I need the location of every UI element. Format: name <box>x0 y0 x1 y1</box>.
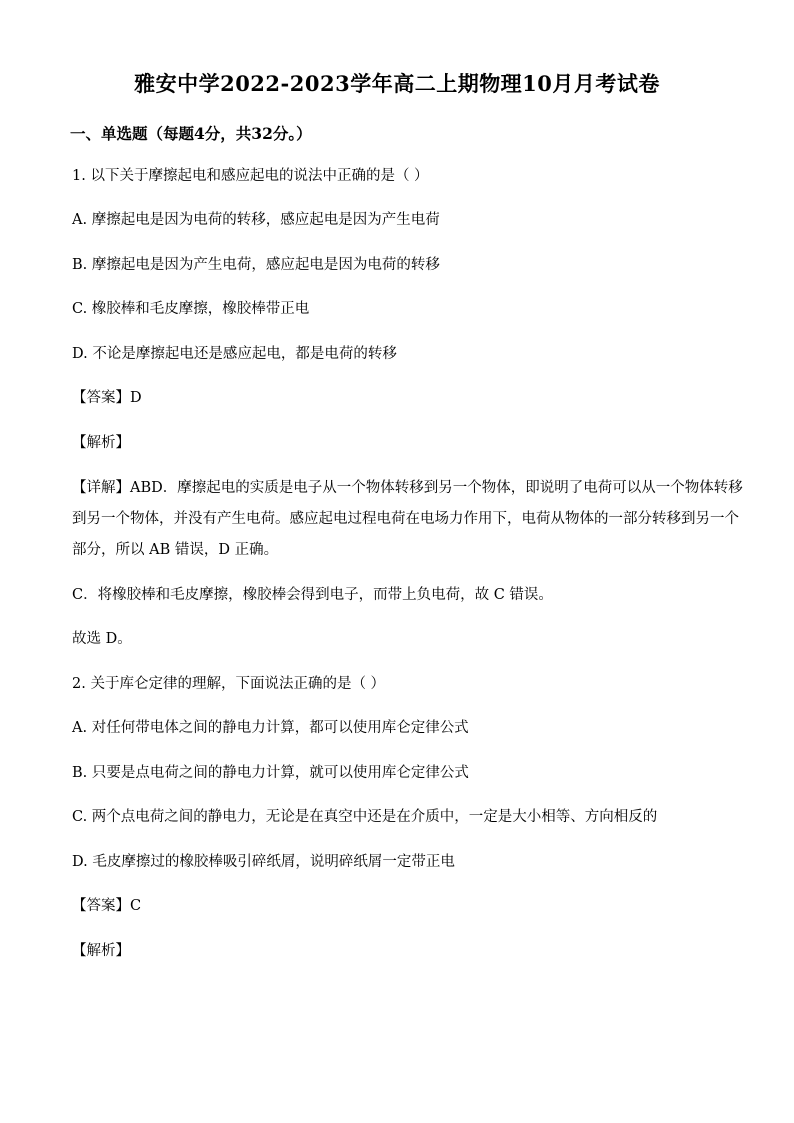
question-1-conclusion: 故选 D。 <box>72 631 132 647</box>
question-1-detail-c: C．将橡胶棒和毛皮摩擦，橡胶棒会得到电子，而带上负电荷，故 C 错误。 <box>72 587 553 603</box>
question-1-detail <box>72 473 743 566</box>
question-2-option-a: A. 对任何带电体之间的静电力计算，都可以使用库仑定律公式 <box>72 720 469 736</box>
question-2-option-c: C. 两个点电荷之间的静电力，无论是在真空中还是在介质中，一定是大小相等、方向相反的 <box>72 809 658 825</box>
page-title: 雅安中学2022-2023学年高二上期物理10月月考试卷 <box>134 71 660 96</box>
question-1-stem: 1. 以下关于摩擦起电和感应起电的说法中正确的是（ ） <box>72 168 429 184</box>
question-2-analysis-label: 【解析】 <box>72 943 130 959</box>
question-2-option-b: B. 只要是点电荷之间的静电力计算，就可以使用库仑定律公式 <box>72 765 469 781</box>
question-1-detail-line: 【详解】ABD．摩擦起电的实质是电子从一个物体转移到另一个物体，即说明了电荷可以从一个物体转移 <box>72 480 743 496</box>
question-2-answer: 【答案】C <box>72 898 142 914</box>
question-1-detail-line: 到另一个物体，并没有产生电荷。感应起电过程电荷在电场力作用下，电荷从物体的一部分转移到另一个 <box>72 511 739 527</box>
question-1-analysis-label: 【解析】 <box>72 435 130 451</box>
question-1-option-c: C. 橡胶棒和毛皮摩擦，橡胶棒带正电 <box>72 301 310 317</box>
question-1-option-b: B. 摩擦起电是因为产生电荷，感应起电是因为电荷的转移 <box>72 257 440 273</box>
question-1-detail-line: 部分，所以 AB 错误，D 正确。 <box>72 542 279 558</box>
question-1-option-a: A. 摩擦起电是因为电荷的转移，感应起电是因为产生电荷 <box>72 212 440 228</box>
question-2-option-d: D. 毛皮摩擦过的橡胶棒吸引碎纸屑，说明碎纸屑一定带正电 <box>72 854 455 870</box>
question-2-stem: 2. 关于库仑定律的理解，下面说法正确的是（ ） <box>72 676 386 692</box>
question-1-option-d: D. 不论是摩擦起电还是感应起电，都是电荷的转移 <box>72 346 397 362</box>
question-1-answer: 【答案】D <box>72 390 142 406</box>
section-heading: 一、单选题（每题4分，共32分。） <box>70 124 312 143</box>
